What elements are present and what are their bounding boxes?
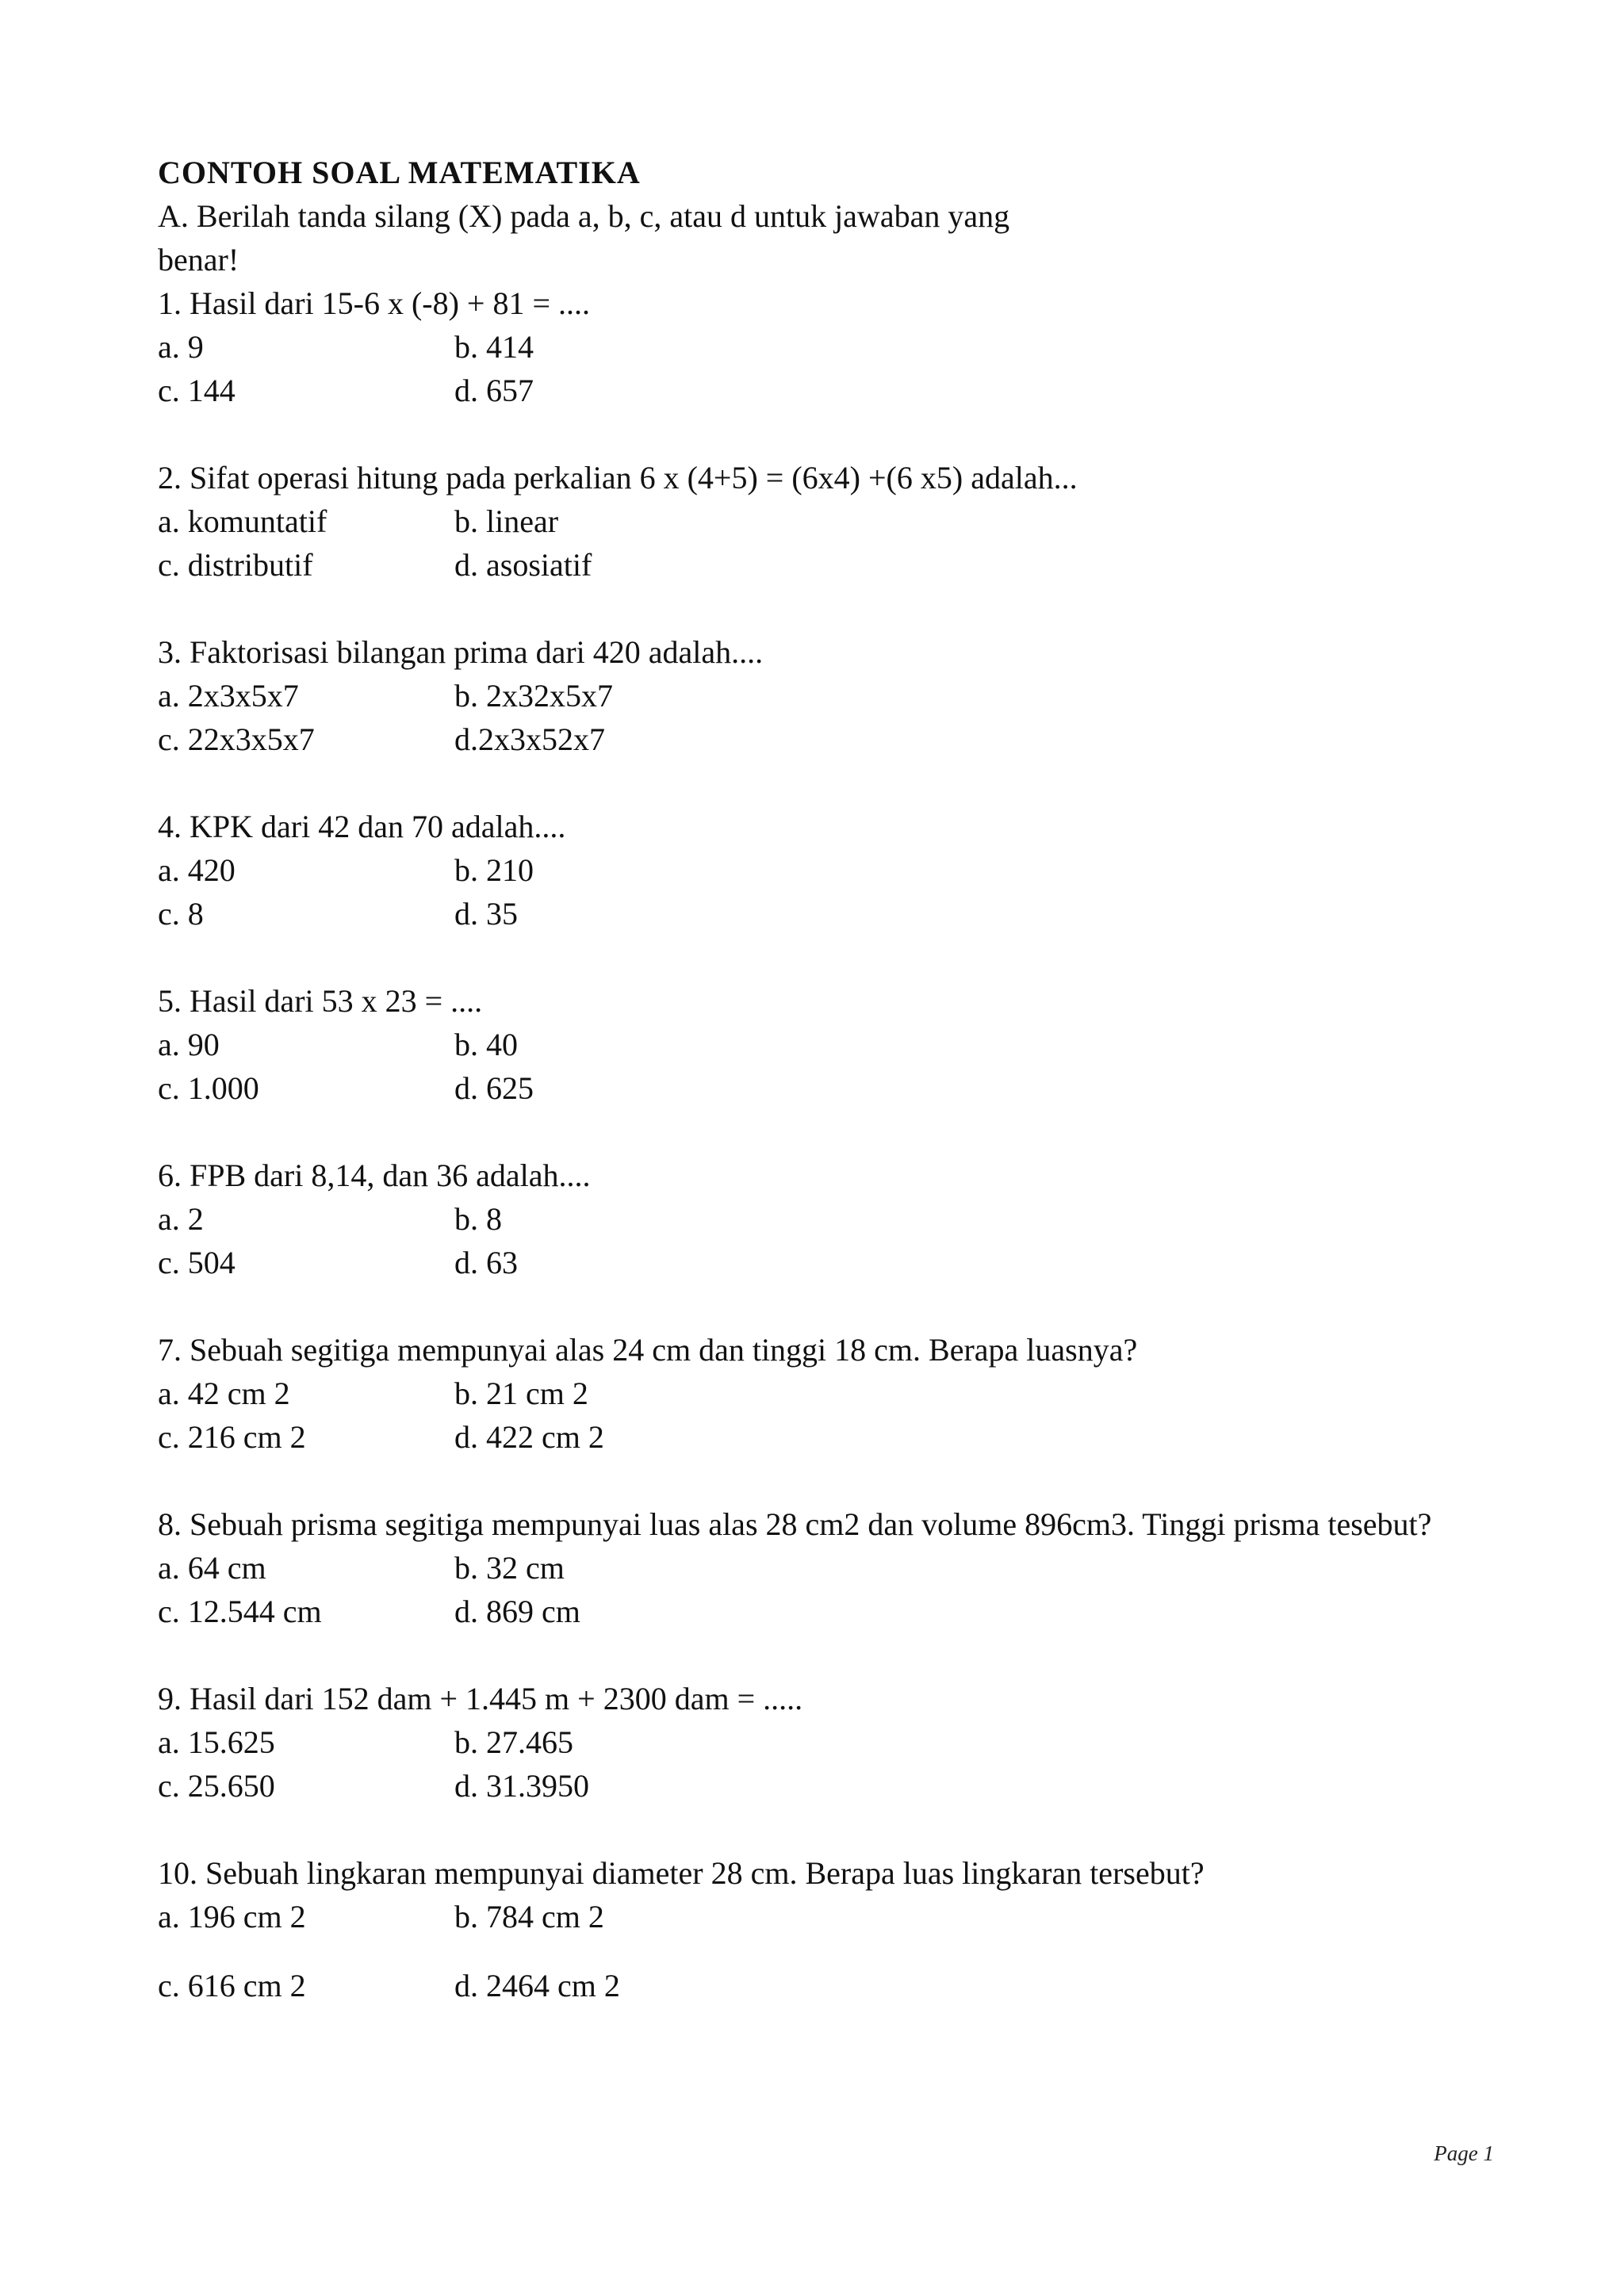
- option-c: c. 12.544 cm: [158, 1594, 322, 1629]
- option-a: a. 2: [158, 1201, 204, 1237]
- option-a: a. 196 cm 2: [158, 1899, 306, 1934]
- question-8: [158, 1502, 1553, 1633]
- option-c: c. 216 cm 2: [158, 1419, 306, 1455]
- option-b: b. linear: [454, 503, 559, 539]
- option-b: b. 414: [454, 329, 534, 365]
- question-text: 8. Sebuah prisma segitiga mempunyai luas alas 28 cm2 dan volume 896cm3. Tinggi prisma tesebut?: [158, 1506, 1432, 1542]
- question-text: 5. Hasil dari 53 x 23 = ....: [158, 983, 483, 1019]
- option-c: c. 1.000: [158, 1070, 259, 1106]
- option-c: c. 22x3x5x7: [158, 721, 315, 757]
- option-d: d. 63: [454, 1245, 518, 1280]
- question-text: 6. FPB dari 8,14, dan 36 adalah....: [158, 1158, 591, 1193]
- option-b: b. 21 cm 2: [454, 1376, 588, 1411]
- question-3: [158, 630, 1553, 761]
- question-9: [158, 1677, 1553, 1808]
- question-text: 10. Sebuah lingkaran mempunyai diameter 28 cm. Berapa luas lingkaran tersebut?: [158, 1855, 1205, 1891]
- option-d: d. 2464 cm 2: [454, 1968, 620, 2003]
- option-a: a. 9: [158, 329, 204, 365]
- option-c: c. 144: [158, 373, 236, 408]
- question-6: [158, 1154, 1553, 1284]
- option-a: a. 90: [158, 1027, 220, 1062]
- option-d: d. 625: [454, 1070, 534, 1106]
- option-a: a. 64 cm: [158, 1550, 266, 1586]
- document-title: CONTOH SOAL MATEMATIKA: [158, 155, 641, 190]
- option-b: b. 32 cm: [454, 1550, 565, 1586]
- option-d: d. 657: [454, 373, 534, 408]
- option-d: d.2x3x52x7: [454, 721, 605, 757]
- question-text: 2. Sifat operasi hitung pada perkalian 6 x (4+5) = (6x4) +(6 x5) adalah...: [158, 460, 1078, 496]
- option-a: a. komuntatif: [158, 503, 327, 539]
- option-d: d. 422 cm 2: [454, 1419, 604, 1455]
- option-d: d. 31.3950: [454, 1768, 589, 1804]
- option-c: c. 504: [158, 1245, 236, 1280]
- option-d: d. asosiatif: [454, 547, 592, 583]
- question-10: [158, 1851, 1553, 2007]
- document-content: [158, 151, 1553, 2007]
- option-b: b. 2x32x5x7: [454, 678, 613, 714]
- option-a: a. 15.625: [158, 1724, 275, 1760]
- question-text: 9. Hasil dari 152 dam + 1.445 m + 2300 dam = .....: [158, 1681, 803, 1716]
- question-text: 3. Faktorisasi bilangan prima dari 420 adalah....: [158, 634, 764, 670]
- question-4: [158, 805, 1553, 936]
- option-b: b. 40: [454, 1027, 518, 1062]
- question-text: 7. Sebuah segitiga mempunyai alas 24 cm dan tinggi 18 cm. Berapa luasnya?: [158, 1332, 1138, 1368]
- option-b: b. 8: [454, 1201, 502, 1237]
- instruction-text: A. Berilah tanda silang (X) pada a, b, c, atau d untuk jawaban yang benar!: [158, 198, 1010, 277]
- question-2: [158, 456, 1553, 587]
- question-7: [158, 1328, 1553, 1459]
- option-b: b. 210: [454, 852, 534, 888]
- option-d: d. 35: [454, 896, 518, 932]
- option-c: c. 8: [158, 896, 204, 932]
- question-text: 4. KPK dari 42 dan 70 adalah....: [158, 809, 566, 844]
- option-a: a. 2x3x5x7: [158, 678, 299, 714]
- question-1: [158, 281, 1553, 412]
- option-c: c. 616 cm 2: [158, 1968, 306, 2003]
- option-c: c. distributif: [158, 547, 313, 583]
- option-c: c. 25.650: [158, 1768, 275, 1804]
- option-d: d. 869 cm: [454, 1594, 580, 1629]
- option-a: a. 420: [158, 852, 236, 888]
- question-5: [158, 979, 1553, 1110]
- page-number: Page 1: [1434, 2141, 1494, 2165]
- option-b: b. 784 cm 2: [454, 1899, 604, 1934]
- question-text: 1. Hasil dari 15-6 x (-8) + 81 = ....: [158, 285, 591, 321]
- option-a: a. 42 cm 2: [158, 1376, 290, 1411]
- option-b: b. 27.465: [454, 1724, 573, 1760]
